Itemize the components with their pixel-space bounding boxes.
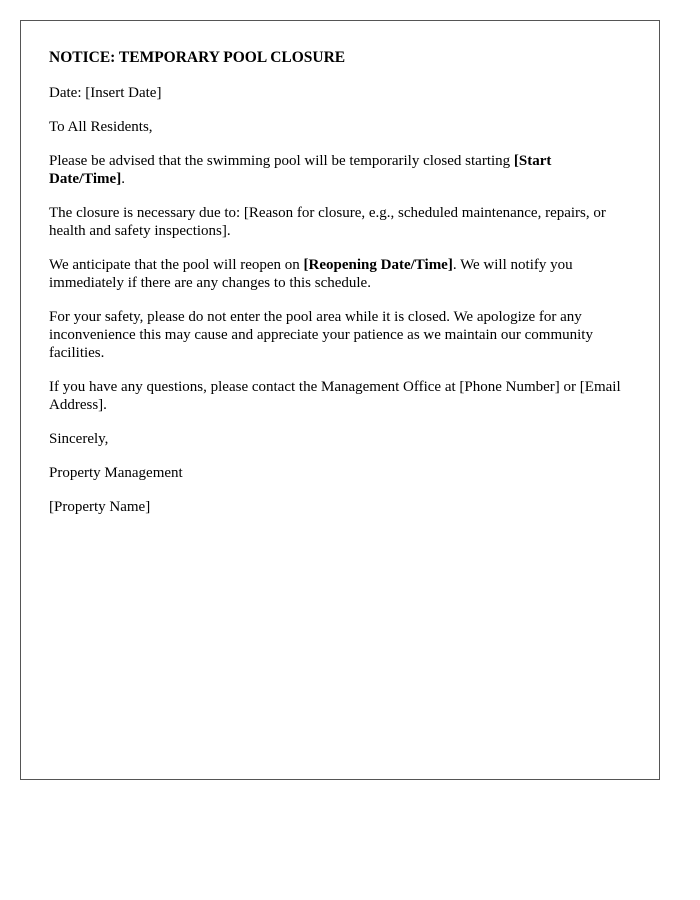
- notice-document: [20, 20, 660, 780]
- reopening-date-placeholder: [Reopening Date/Time]: [303, 257, 453, 273]
- closure-start-paragraph: [49, 152, 631, 188]
- signature-organization: Property Management: [49, 465, 183, 481]
- closure-start-text: Please be advised that the swimming pool will be temporarily closed starting: [49, 153, 514, 169]
- start-date-placeholder: [Start Date/Time]: [49, 153, 552, 187]
- notice-title: NOTICE: TEMPORARY POOL CLOSURE: [49, 49, 346, 66]
- closing: Sincerely,: [49, 431, 109, 447]
- safety-paragraph: For your safety, please do not enter the pool area while it is closed. We apologize for any inconvenience this may cause and appreciate your patience as we maintain our community facilities.: [49, 309, 593, 361]
- reopening-paragraph: [49, 256, 631, 292]
- closure-reason-paragraph: The closure is necessary due to: [Reason for closure, e.g., scheduled maintenance, repairs, or health and safety inspections].: [49, 205, 606, 239]
- contact-paragraph: If you have any questions, please contact the Management Office at [Phone Number] or [Email Address].: [49, 379, 621, 413]
- closure-start-end: .: [121, 171, 125, 187]
- reopening-text-end: . We will notify you immediately if there are any changes to this schedule.: [49, 257, 573, 291]
- date-line: Date: [Insert Date]: [49, 85, 162, 101]
- salutation: To All Residents,: [49, 119, 153, 135]
- reopening-text: We anticipate that the pool will reopen on: [49, 257, 304, 273]
- signature-property-name: [Property Name]: [49, 499, 151, 515]
